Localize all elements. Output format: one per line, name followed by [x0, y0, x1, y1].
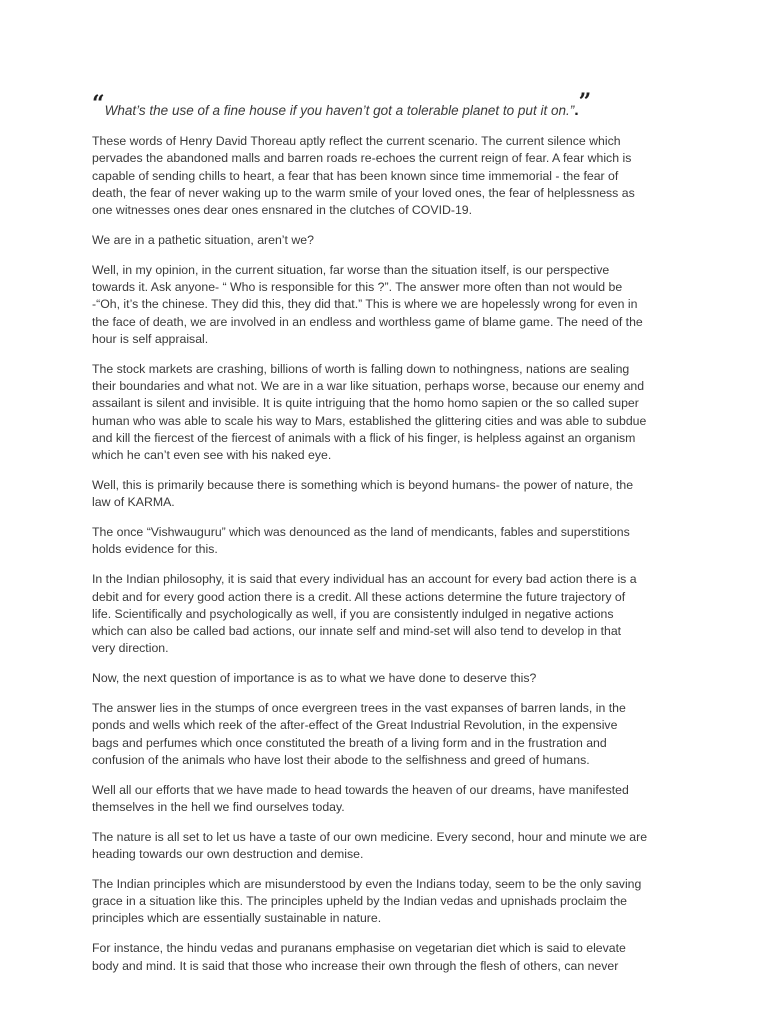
- paragraph: Well all our efforts that we have made to head towards the heaven of our dreams, have manifested themselves in the hell we find ourselves today.: [92, 782, 629, 814]
- quote-trailing-period: .: [574, 102, 579, 119]
- article-body: [92, 133, 692, 987]
- paragraph: We are in a pathetic situation, aren’t we?: [92, 232, 314, 247]
- paragraph: The Indian principles which are misunderstood by even the Indians today, seem to be the only saving grace in a situation like this. The principles upheld by the Indian vedas and upnishads proclaim the principles which are essentially sustainable in nature.: [92, 876, 642, 926]
- paragraph: Well, this is primarily because there is something which is beyond humans- the power of nature, the law of KARMA.: [92, 478, 634, 510]
- paragraph: The nature is all set to let us have a taste of our own medicine. Every second, hour and minute we are heading towards our own destruction and demise.: [92, 829, 648, 862]
- quote-text: What’s the use of a fine house if you haven’t got a tolerable planet to put it on.”: [104, 103, 575, 118]
- paragraph: In the Indian philosophy, it is said that every individual has an account for every bad action there is a debit and for every good action there is a credit. All these actions determine the future trajectory of life. Scientifically and psychologically as well, if you are consistently indulged in negative actions which can also be called bad actions, our innate self and mind-set will also tend to develop in that very direction.: [92, 572, 637, 656]
- opening-quote: [92, 88, 712, 125]
- paragraph: For instance, the hindu vedas and puranans emphasise on vegetarian diet which is said to elevate body and mind. It is said that those who increase their own through the flesh of others, can never: [92, 941, 626, 973]
- paragraph: Now, the next question of importance is as to what we have done to deserve this?: [92, 671, 537, 686]
- paragraph: These words of Henry David Thoreau aptly reflect the current scenario. The current silence which pervades the abandoned malls and barren roads re-echoes the current reign of fear. A fear which is capable of sending chills to heart, a fear that has been known since time immemorial - the fear of death, the fear of never waking up to the warm smile of your loved ones, the fear of helplessness as one witnesses ones dear ones ensnared in the clutches of COVID-19.: [92, 134, 635, 218]
- paragraph: Well, in my opinion, in the current situation, far worse than the situation itself, is our perspective towards it. Ask anyone- “ Who is responsible for this ?”. The answer more often than not would be -“Oh, it’s the chinese. They did this, they did that.” This is where we are hopelessly wrong for even in the face of death, we are involved in an endless and worthless game of blame game. The need of the hour is self appraisal.: [92, 262, 643, 346]
- open-quote-mark: “: [92, 91, 105, 117]
- close-quote-mark: ”: [578, 89, 592, 115]
- paragraph: The once “Vishwauguru” which was denounced as the land of mendicants, fables and superstitions holds evidence for this.: [92, 525, 630, 557]
- paragraph: The answer lies in the stumps of once evergreen trees in the vast expanses of barren lands, in the ponds and wells which reek of the after-effect of the Great Industrial Revolution, in the expensive bags and perfumes which once constituted the breath of a living form and in the frustration and confusion of the animals who have lost their abode to the selfishness and greed of humans.: [92, 701, 626, 767]
- paragraph: The stock markets are crashing, billions of worth is falling down to nothingness, nations are sealing their boundaries and what not. We are in a war like situation, perhaps worse, because our enemy and assailant is silent and invisible. It is quite intriguing that the homo homo sapien or the so called super human who was able to scale his way to Mars, established the glittering cities and was able to subdue and kill the fiercest of the fiercest of animals with a flick of his finger, is helpless against an organism which he can’t even see with his naked eye.: [92, 361, 647, 463]
